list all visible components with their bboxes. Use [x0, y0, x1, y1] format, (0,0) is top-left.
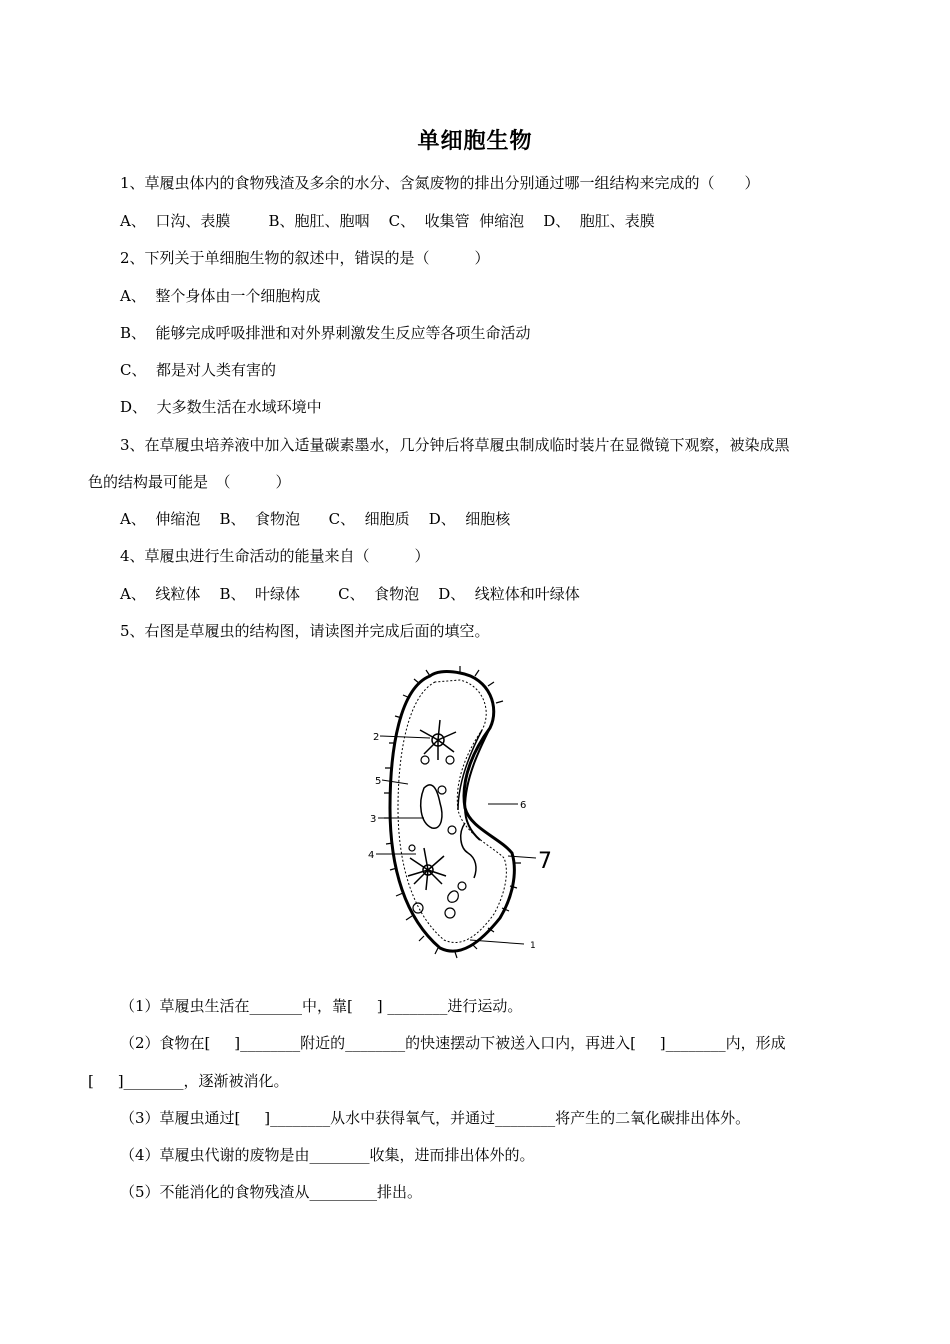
paramecium-diagram: [340, 658, 570, 970]
gullet: [461, 823, 476, 878]
question-3-options: A、 伸缩泡 B、 食物泡 C、 细胞质 D、 细胞核: [120, 510, 511, 528]
label-1: 1: [530, 941, 536, 951]
question-1-options: A、 口沟、表膜 B、胞肛、胞咽 C、 收集管 伸缩泡 D、 胞肛、表膜: [120, 212, 655, 230]
question-5: 5、右图是草履虫的结构图，请读图并完成后面的填空。: [120, 622, 490, 640]
fill-blank-1: （1）草履虫生活在_______中，靠[ ] ________进行运动。: [120, 997, 523, 1015]
question-3: 3、在草履虫培养液中加入适量碳素墨水，几分钟后将草履虫制成临时装片在显微镜下观察，被染成黑: [120, 436, 790, 454]
label-6: 6: [520, 800, 527, 811]
page-title: 单细胞生物: [417, 128, 533, 154]
question-2-option-b: B、 能够完成呼吸排泄和对外界刺激发生反应等各项生命活动: [120, 324, 531, 342]
label-3: 3: [370, 814, 377, 825]
food-vacuoles: [409, 756, 466, 918]
cell-membrane: [390, 672, 514, 952]
label-4: 4: [368, 850, 375, 861]
label-5: 5: [375, 776, 382, 787]
micronucleus: [438, 786, 446, 794]
fill-blank-5: （5）不能消化的食物残渣从_________排出。: [120, 1183, 423, 1201]
question-4-options: A、 线粒体 B、 叶绿体 C、 食物泡 D、 线粒体和叶绿体: [120, 585, 580, 603]
fill-blank-2: （2）食物在[ ]________附近的________的快速摆动下被送入口内，再进入[ ]________内，形成: [120, 1034, 786, 1052]
fill-blank-3: （3）草履虫通过[ ]________从水中获得氧气，并通过________将产生的二氧化碳排出体外。: [120, 1109, 751, 1127]
label-2: 2: [373, 732, 380, 743]
question-1: 1、草履虫体内的食物残渣及多余的水分、含氮废物的排出分别通过哪一组结构来完成的（ ）: [120, 174, 760, 192]
question-2-option-d: D、 大多数生活在水域环境中: [120, 398, 322, 416]
fill-blank-4: （4）草履虫代谢的废物是由________收集，进而排出体外的。: [120, 1146, 535, 1164]
question-2-option-a: A、 整个身体由一个细胞构成: [120, 287, 321, 305]
question-2-option-c: C、 都是对人类有害的: [120, 361, 277, 379]
contractile-vacuole-top: [420, 720, 456, 760]
question-2: 2、下列关于单细胞生物的叙述中，错误的是（ ）: [120, 249, 490, 267]
label-7: 7: [538, 849, 552, 874]
fill-blank-2-cont: [ ]________，逐渐被消化。: [88, 1072, 289, 1090]
question-3-cont: 色的结构最可能是 （ ）: [88, 473, 291, 491]
question-4: 4、草履虫进行生命活动的能量来自（ ）: [120, 547, 430, 565]
